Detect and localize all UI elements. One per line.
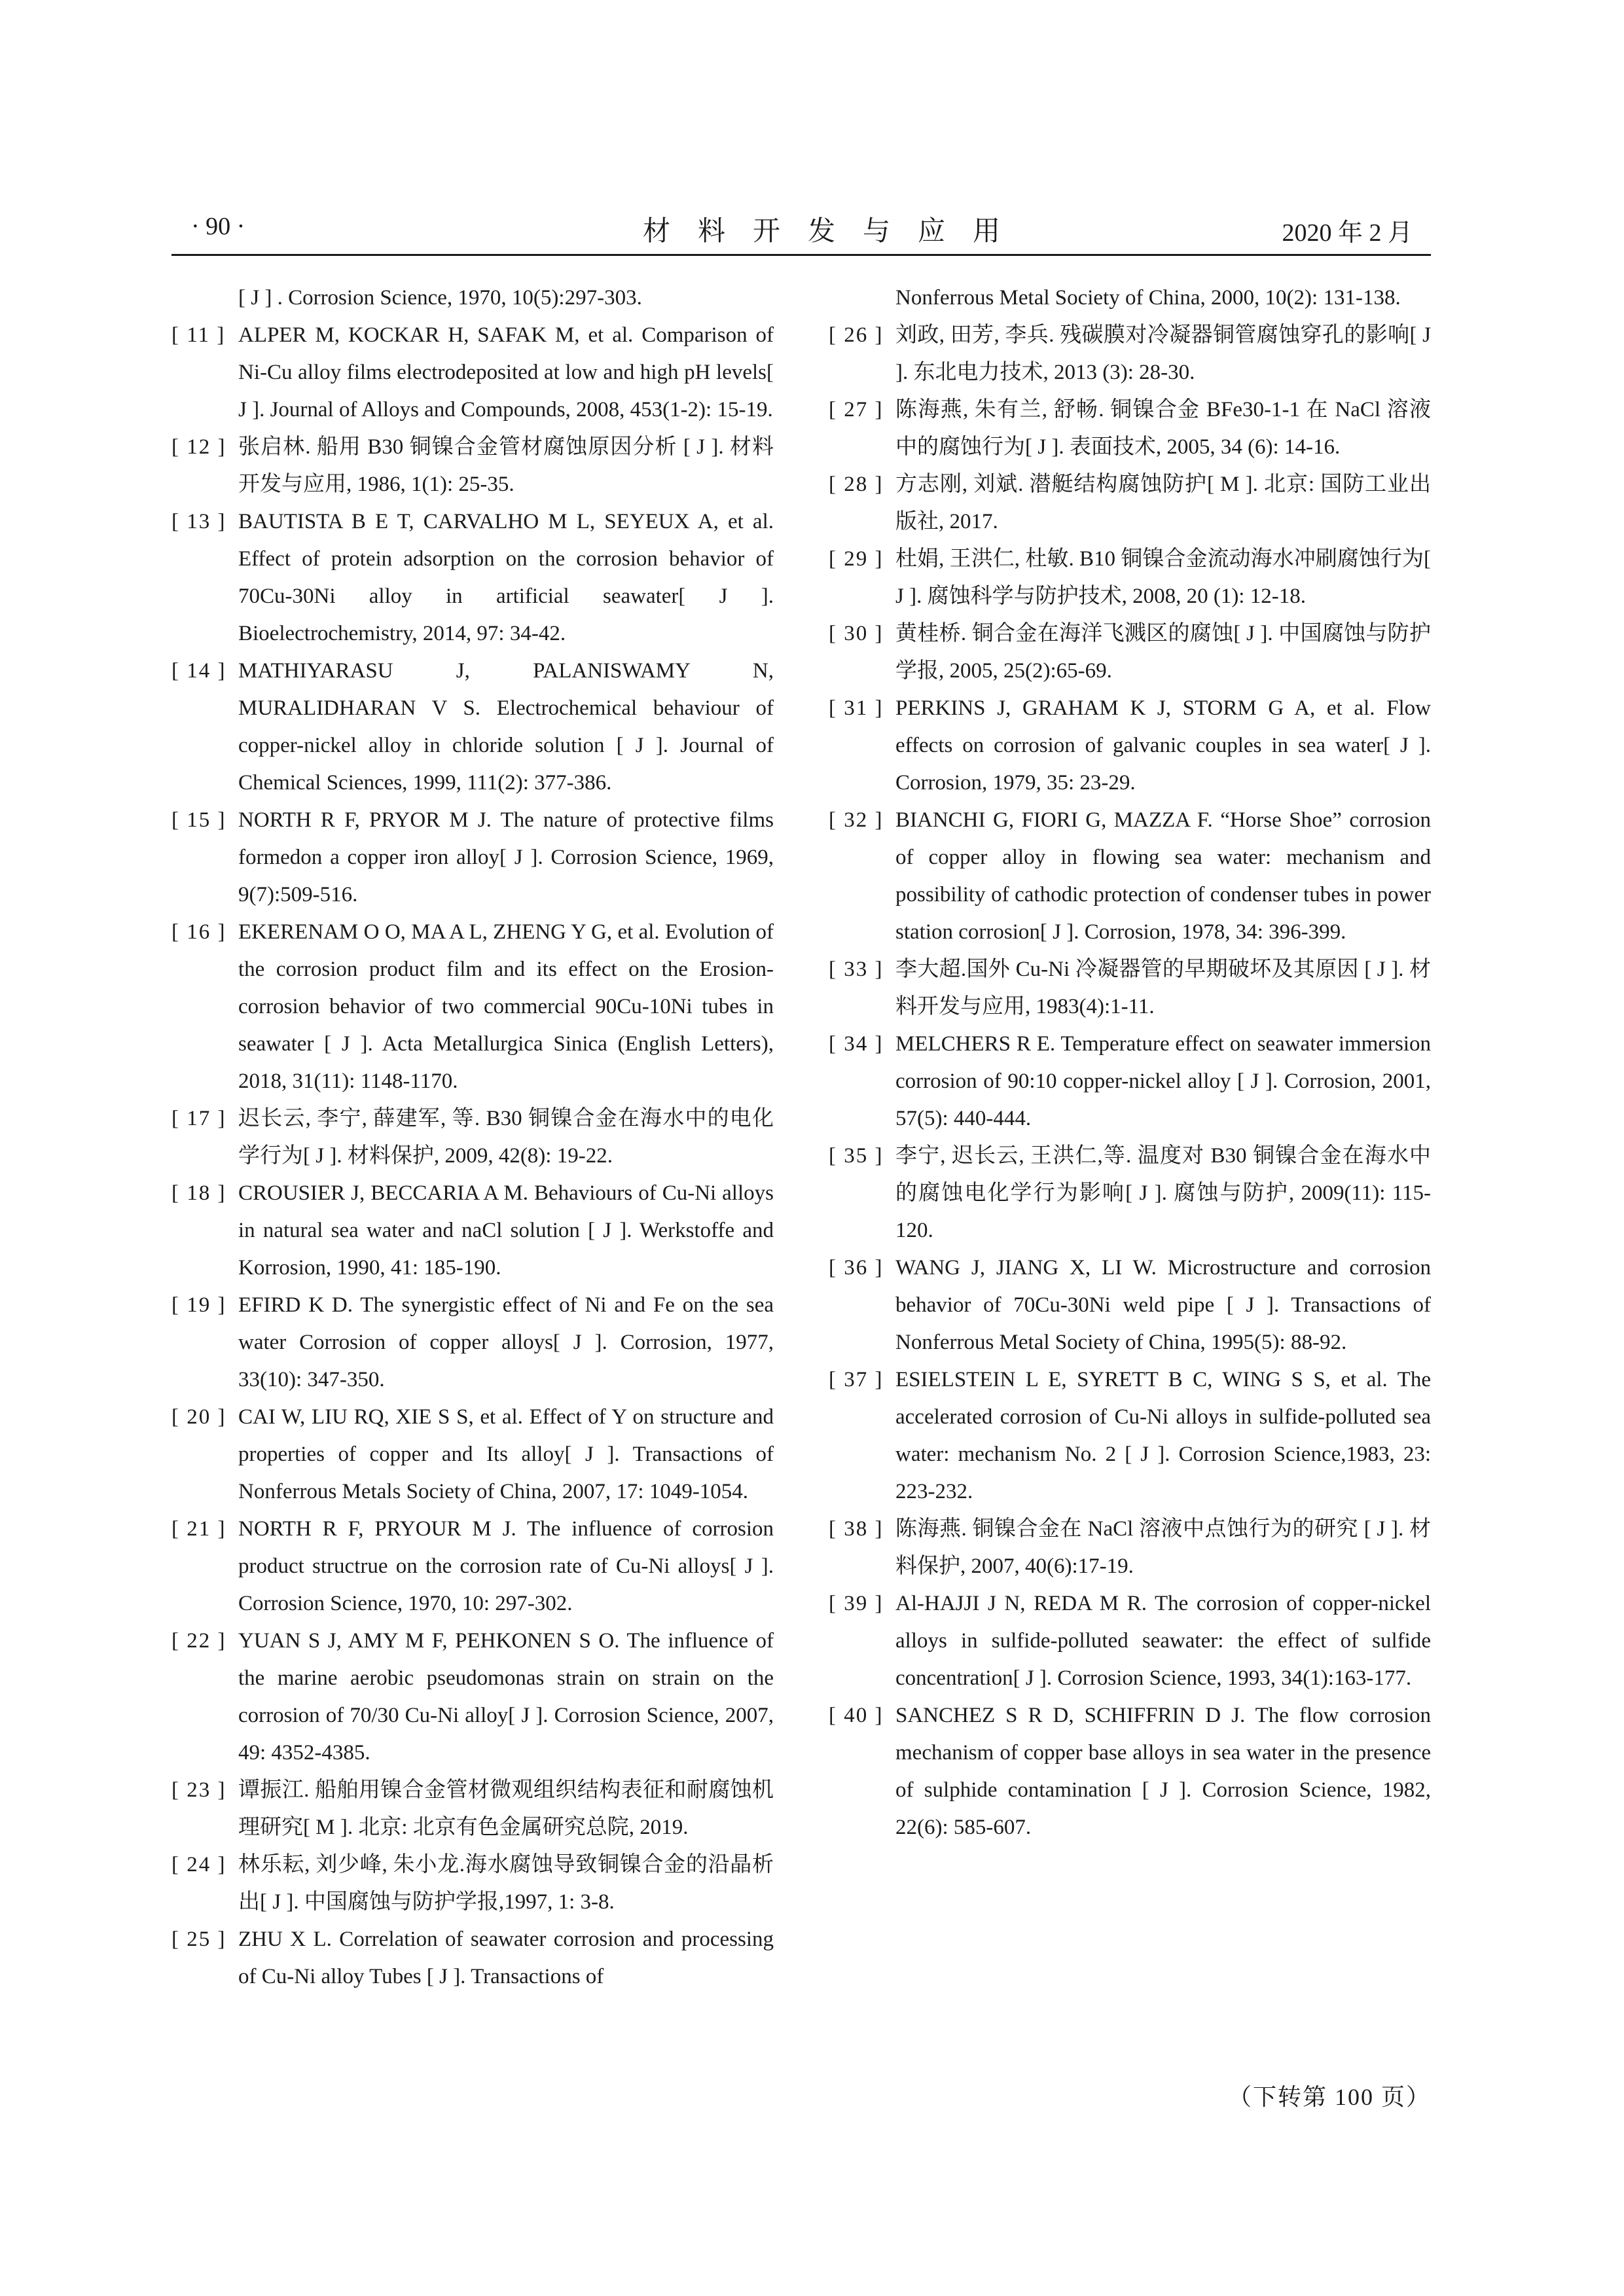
reference-number: [ 29 ]	[829, 547, 884, 571]
reference-entry	[171, 914, 774, 1100]
reference-entry	[171, 317, 774, 429]
reference-entry	[171, 1100, 774, 1175]
reference-number: [ 28 ]	[829, 473, 884, 496]
reference-number: [ 24 ]	[171, 1853, 226, 1876]
reference-text: YUAN S J, AMY M F, PEHKONEN S O. The influence of the marine aerobic pseudomonas strain on strain on the corrosion of 70/30 Cu-Ni alloy[ J ]. Corrosion Science, 2007, 49: 4352-4385.	[238, 1629, 774, 1765]
reference-text: 谭振江. 船舶用镍合金管材微观组织结构表征和耐腐蚀机理研究[ M ]. 北京: 北京有色金属研究总院, 2019.	[238, 1778, 774, 1839]
reference-entry	[829, 541, 1431, 615]
reference-text: 黄桂桥. 铜合金在海洋飞溅区的腐蚀[ J ]. 中国腐蚀与防护学报, 2005, 25(2):65-69.	[895, 622, 1431, 683]
reference-entry	[171, 429, 774, 503]
reference-text: MATHIYARASU J, PALANISWAMY N, MURALIDHARAN V S. Electrochemical behaviour of copper-nickel alloy in chloride solution [ J ]. Journal of Chemical Sciences, 1999, 111(2): 377-386.	[238, 659, 774, 795]
reference-number: [ 38 ]	[829, 1517, 884, 1541]
reference-entry	[829, 1697, 1431, 1846]
reference-entry	[829, 690, 1431, 802]
reference-number: [ 16 ]	[171, 920, 226, 944]
right-column	[829, 279, 1431, 1846]
reference-number: [ 31 ]	[829, 696, 884, 720]
reference-text: Al-HAJJI J N, REDA M R. The corrosion of copper-nickel alloys in sulfide-polluted seawater: the effect of sulfide concentration[ J ]. Corrosion Science, 1993, 34(1):163-177.	[895, 1592, 1431, 1690]
reference-text: 陈海燕. 铜镍合金在 NaCl 溶液中点蚀行为的研究 [ J ]. 材料保护, 2007, 40(6):17-19.	[895, 1517, 1431, 1578]
reference-entry	[171, 1846, 774, 1921]
reference-continuation: [ J ] . Corrosion Science, 1970, 10(5):297-303.	[238, 286, 642, 310]
reference-entry	[829, 1361, 1431, 1511]
reference-text: 刘政, 田芳, 李兵. 残碳膜对冷凝器铜管腐蚀穿孔的影响[ J ]. 东北电力技术, 2013 (3): 28-30.	[895, 323, 1431, 384]
reference-entry	[171, 503, 774, 653]
page-header	[171, 207, 1431, 250]
reference-text: EFIRD K D. The synergistic effect of Ni and Fe on the sea water Corrosion of copper alloys[ J ]. Corrosion, 1977, 33(10): 347-350.	[238, 1293, 774, 1391]
reference-text: BIANCHI G, FIORI G, MAZZA F. “Horse Shoe” corrosion of copper alloy in flowing sea water: mechanism and possibility of cathodic protection of condenser tubes in power station corrosion[ J ]. Corrosion, 1978, 34: 396-399.	[895, 808, 1431, 944]
reference-entry	[171, 1175, 774, 1287]
reference-text: NORTH R F, PRYOR M J. The nature of protective films formedon a copper iron alloy[ J ]. Corrosion Science, 1969, 9(7):509-516.	[238, 808, 774, 906]
reference-number: [ 11 ]	[171, 323, 226, 347]
reference-number: [ 27 ]	[829, 398, 884, 422]
reference-text: 李大超.国外 Cu-Ni 冷凝器管的早期破坏及其原因 [ J ]. 材料开发与应用, 1983(4):1-11.	[895, 958, 1431, 1018]
reference-text: 李宁, 迟长云, 王洪仁,等. 温度对 B30 铜镍合金在海水中的腐蚀电化学行为影响[ J ]. 腐蚀与防护, 2009(11): 115-120.	[895, 1144, 1431, 1242]
reference-text: CROUSIER J, BECCARIA A M. Behaviours of Cu-Ni alloys in natural sea water and naCl solution [ J ]. Werkstoffe and Korrosion, 1990, 41: 185-190.	[238, 1181, 774, 1280]
reference-text: CAI W, LIU RQ, XIE S S, et al. Effect of Y on structure and properties of copper and Its alloy[ J ]. Transactions of Nonferrous Metals Society of China, 2007, 17: 1049-1054.	[238, 1405, 774, 1503]
reference-entry	[171, 1772, 774, 1846]
reference-entry	[829, 391, 1431, 466]
reference-number: [ 19 ]	[171, 1293, 226, 1317]
reference-text: ALPER M, KOCKAR H, SAFAK M, et al. Comparison of Ni-Cu alloy films electrodeposited at low and high pH levels[ J ]. Journal of Alloys and Compounds, 2008, 453(1-2): 15-19.	[238, 323, 774, 422]
reference-number: [ 32 ]	[829, 808, 884, 832]
reference-text: WANG J, JIANG X, LI W. Microstructure and corrosion behavior of 70Cu-30Ni weld pipe [ J ]. Transactions of Nonferrous Metal Society of China, 1995(5): 88-92.	[895, 1256, 1431, 1354]
reference-entry	[171, 802, 774, 914]
header-rule	[171, 254, 1431, 256]
reference-number: [ 33 ]	[829, 958, 884, 981]
reference-entry	[829, 802, 1431, 951]
reference-number: [ 26 ]	[829, 323, 884, 347]
reference-number: [ 37 ]	[829, 1368, 884, 1391]
reference-text: EKERENAM O O, MA A L, ZHENG Y G, et al. Evolution of the corrosion product film and its effect on the Erosion-corrosion behavior of two commercial 90Cu-10Ni tubes in seawater [ J ]. Acta Metallurgica Sinica (English Letters), 2018, 31(11): 1148-1170.	[238, 920, 774, 1093]
reference-entry	[171, 1511, 774, 1623]
reference-entry	[829, 1249, 1431, 1361]
reference-text: 方志刚, 刘斌. 潜艇结构腐蚀防护[ M ]. 北京: 国防工业出版社, 2017.	[895, 473, 1431, 533]
reference-text: ZHU X L. Correlation of seawater corrosion and processing of Cu-Ni alloy Tubes [ J ]. Transactions of	[238, 1928, 774, 1988]
reference-text: 陈海燕, 朱有兰, 舒畅. 铜镍合金 BFe30-1-1 在 NaCl 溶液中的腐蚀行为[ J ]. 表面技术, 2005, 34 (6): 14-16.	[895, 398, 1431, 459]
reference-number: [ 35 ]	[829, 1144, 884, 1168]
reference-number: [ 18 ]	[171, 1181, 226, 1205]
page-number: · 90 ·	[191, 213, 245, 240]
reference-entry	[829, 615, 1431, 690]
reference-text: BAUTISTA B E T, CARVALHO M L, SEYEUX A, et al. Effect of protein adsorption on the corrosion behavior of 70Cu-30Ni alloy in artificial seawater[ J ]. Bioelectrochemistry, 2014, 97: 34-42.	[238, 510, 774, 645]
reference-number: [ 22 ]	[171, 1629, 226, 1653]
reference-number: [ 30 ]	[829, 622, 884, 645]
reference-number: [ 36 ]	[829, 1256, 884, 1280]
reference-number: [ 39 ]	[829, 1592, 884, 1615]
reference-entry	[171, 1623, 774, 1772]
reference-number: [ 23 ]	[171, 1778, 226, 1802]
reference-entry	[171, 1399, 774, 1511]
reference-number: [ 12 ]	[171, 435, 226, 459]
reference-text: NORTH R F, PRYOUR M J. The influence of corrosion product structrue on the corrosion rate of Cu-Ni alloys[ J ]. Corrosion Science, 1970, 10: 297-302.	[238, 1517, 774, 1615]
reference-number: [ 21 ]	[171, 1517, 226, 1541]
left-column	[171, 279, 774, 1996]
reference-entry	[829, 1026, 1431, 1138]
reference-number: [ 14 ]	[171, 659, 226, 683]
reference-continuation: Nonferrous Metal Society of China, 2000, 10(2): 131-138.	[895, 286, 1401, 310]
reference-entry	[829, 1585, 1431, 1697]
reference-number: [ 34 ]	[829, 1032, 884, 1056]
reference-entry	[829, 951, 1431, 1026]
reference-number: [ 17 ]	[171, 1107, 226, 1130]
reference-entry	[829, 1511, 1431, 1585]
issue-date: 2020 年 2 月	[1282, 219, 1413, 247]
reference-text: PERKINS J, GRAHAM K J, STORM G A, et al. Flow effects on corrosion of galvanic couples in sea water[ J ]. Corrosion, 1979, 35: 23-29.	[895, 696, 1431, 795]
reference-entry	[171, 1287, 774, 1399]
reference-text: SANCHEZ S R D, SCHIFFRIN D J. The flow corrosion mechanism of copper base alloys in sea water in the presence of sulphide contamination [ J ]. Corrosion Science, 1982, 22(6): 585-607.	[895, 1704, 1431, 1839]
reference-number: [ 15 ]	[171, 808, 226, 832]
reference-entry	[829, 317, 1431, 391]
reference-number: [ 20 ]	[171, 1405, 226, 1429]
reference-entry	[171, 653, 774, 802]
reference-entry	[829, 1138, 1431, 1249]
reference-entry	[171, 1921, 774, 1996]
reference-number: [ 13 ]	[171, 510, 226, 533]
reference-text: 迟长云, 李宁, 薛建军, 等. B30 铜镍合金在海水中的电化学行为[ J ]. 材料保护, 2009, 42(8): 19-22.	[238, 1107, 774, 1168]
continued-note: （下转第 100 页）	[1227, 2084, 1431, 2110]
reference-text: 张启林. 船用 B30 铜镍合金管材腐蚀原因分析 [ J ]. 材料开发与应用, 1986, 1(1): 25-35.	[238, 435, 774, 496]
reference-number: [ 40 ]	[829, 1704, 884, 1727]
reference-entry	[829, 466, 1431, 541]
reference-number: [ 25 ]	[171, 1928, 226, 1951]
reference-text: 林乐耘, 刘少峰, 朱小龙.海水腐蚀导致铜镍合金的沿晶析出[ J ]. 中国腐蚀与防护学报,1997, 1: 3-8.	[238, 1853, 774, 1914]
journal-title: 材料开发与应用	[643, 217, 1028, 247]
reference-text: MELCHERS R E. Temperature effect on seawater immersion corrosion of 90:10 copper-nickel alloy [ J ]. Corrosion, 2001, 57(5): 440-444.	[895, 1032, 1431, 1130]
reference-text: 杜娟, 王洪仁, 杜敏. B10 铜镍合金流动海水冲刷腐蚀行为[ J ]. 腐蚀科学与防护技术, 2008, 20 (1): 12-18.	[895, 547, 1431, 608]
reference-text: ESIELSTEIN L E, SYRETT B C, WING S S, et al. The accelerated corrosion of Cu-Ni alloys in sulfide-polluted sea water: mechanism No. 2 [ J ]. Corrosion Science,1983, 23: 223-232.	[895, 1368, 1431, 1503]
